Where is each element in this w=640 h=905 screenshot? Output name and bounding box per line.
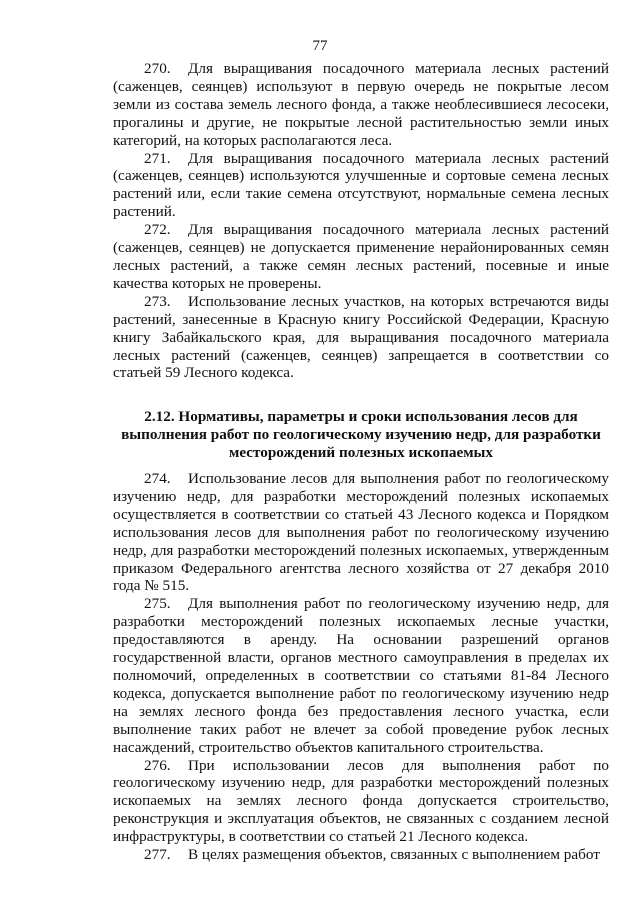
paragraph-text: Использование лесов для выполнения работ по геологическому изучению недр, для разработки месторождений полезных ископаемых осуществляется в соответствии со статьей 43 Лесного кодекса и Порядком использования лесов для выполнения работ по геологическому изучению недр, для разработки месторождений полезных ископаемых, утвержденным приказом Федерального агентства лесного хозяйства от 27 декабря 2010 года № 515. [113,470,609,595]
paragraph-number: 274. [144,470,171,488]
paragraph-276 [113,757,609,847]
paragraph-272 [113,221,609,293]
paragraph-text: Для выращивания посадочного материала лесных растений (саженцев, сеянцев) используются улучшенные и сортовые семена лесных растений или, если такие семена отсутствуют, нормальные семена лесных растений. [113,149,609,221]
paragraph-text: Использование лесных участков, на которых встречаются виды растений, занесенные в Красную книгу Российской Федерации, Красную книгу Забайкальского края, для выращивания посадочного материала лесных растений (саженцев, сеянцев) запрещается в соответствии со статьей 59 Лесного кодекса. [113,292,609,382]
paragraph-number: 272. [144,221,171,239]
section-heading-line: выполнения работ по геологическому изучению недр, для разработки [121,426,601,444]
paragraph-274 [113,470,609,595]
paragraph-275 [113,595,609,756]
paragraph-number: 277. [144,846,171,864]
paragraph-270 [113,60,609,150]
paragraph-text: Для выращивания посадочного материала лесных растений (саженцев, сеянцев) не допускается применение нерайонированных семян лесных растений, а также семян лесных растений, посевные и иные качества которых не проверены. [113,221,609,292]
paragraph-number: 273. [144,292,171,310]
paragraph-number: 270. [144,60,171,77]
paragraph-text: Для выполнения работ по геологическому изучению недр, для разработки месторождений полезных ископаемых лесные участки, предоставляются в аренду. На основании разрешений органов государственной власти, органов местного самоуправления в пределах их полномочий, определенных в соответствии со статьями 81-84 Лесного кодекса, допускается выполнение работ по геологическому изучению недр на землях лесного фонда без предоставления лесного участка, если выполнение таких работ не влечет за собой проведение рубок лесных насаждений, строительство объектов капитального строительства. [113,595,609,756]
paragraph-273 [113,293,609,383]
document-body [113,60,609,864]
paragraph-number: 271. [144,149,171,167]
section-heading [113,408,609,462]
section-heading-line: месторождений полезных ископаемых [228,444,494,462]
paragraph-text: Для выращивания посадочного материала лесных растений (саженцев, сеянцев) используют в первую очередь не покрытые лесом земли из состава земель лесного фонда, а также необлесившиеся лесосеки, прогалины и другие, не покрытые лесной растительностью земли иных категорий, на которых располагаются леса. [113,60,609,149]
page-number: 77 [312,38,328,54]
paragraph-text: При использовании лесов для выполнения работ по геологическому изучению недр, для разработки месторождений полезных ископаемых на землях лесного фонда допускается строительство, реконструкция и эксплуатация объектов, не связанных с созданием лесной инфраструктуры, в соответствии со статьей 21 Лесного кодекса. [113,756,609,846]
section-heading-line: 2.12. Нормативы, параметры и сроки использования лесов для [144,408,578,426]
paragraph-271 [113,150,609,222]
paragraph-text: В целях размещения объектов, связанных с выполнением работ [188,846,600,864]
paragraph-number: 276. [144,756,171,774]
paragraph-277 [113,846,609,864]
paragraph-number: 275. [144,595,171,613]
